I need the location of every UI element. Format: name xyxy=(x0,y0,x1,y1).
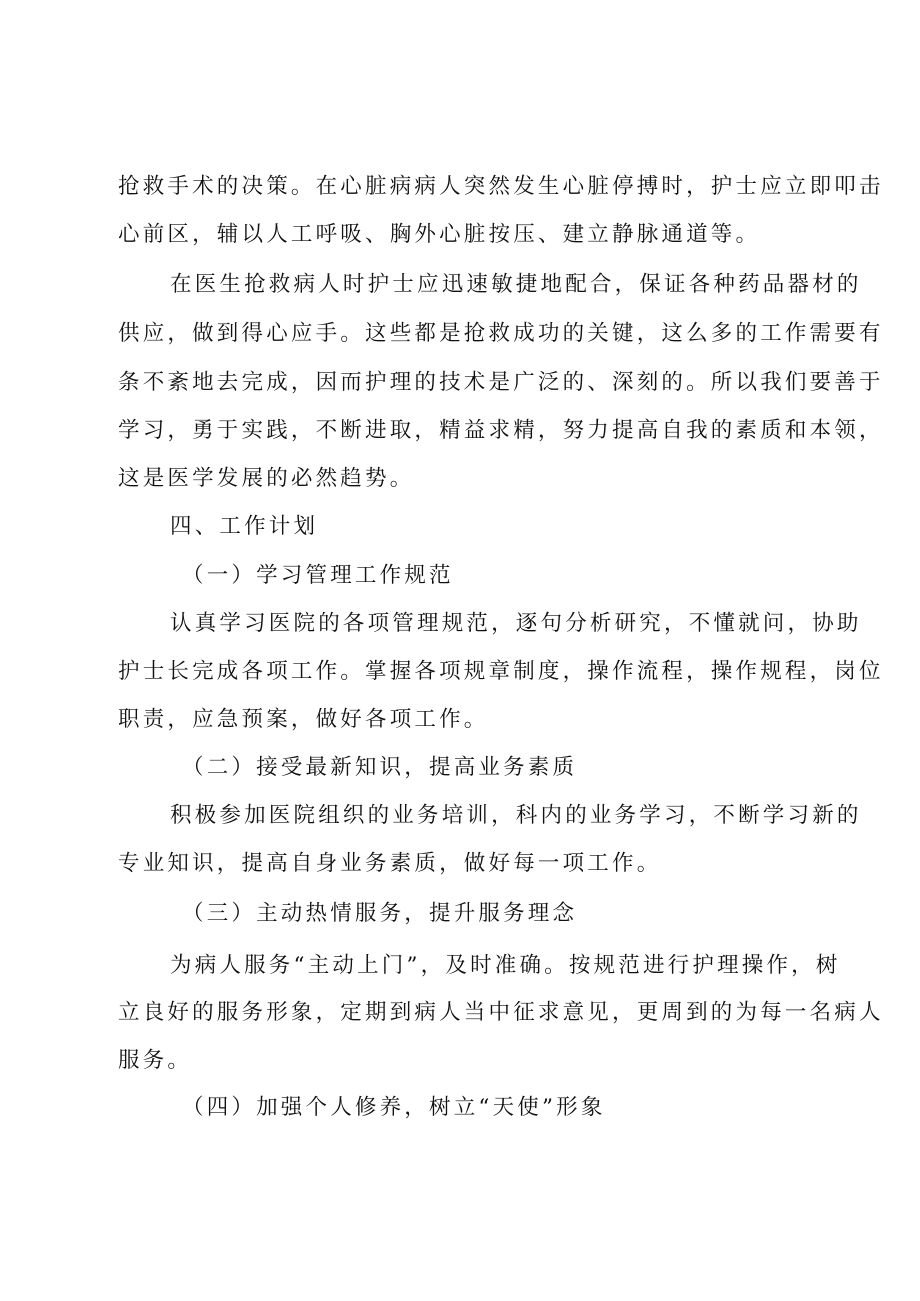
paragraph-line: 职责，应急预案，做好各项工作。 xyxy=(118,707,489,732)
paragraph-line: 条不紊地去完成，因而护理的技术是广泛的、深刻的。所以我们要善于 xyxy=(118,370,884,395)
subsection-heading: （三）主动热情服务，提升服务理念 xyxy=(182,901,578,926)
paragraph-line: 供应，做到得心应手。这些都是抢救成功的关键，这么多的工作需要有 xyxy=(118,321,884,346)
subsection-heading: （一）学习管理工作规范 xyxy=(182,563,454,588)
paragraph-line: 立良好的服务形象，定期到病人当中征求意见，更周到的为每一名病人 xyxy=(118,1000,884,1025)
paragraph-line: 心前区，辅以人工呼吸、胸外心脏按压、建立静脉通道等。 xyxy=(118,222,761,247)
paragraph-line: 专业知识，提高自身业务素质，做好每一项工作。 xyxy=(118,851,662,876)
paragraph-line: 抢救手术的决策。在心脏病病人突然发生心脏停搏时，护士应立即叩击 xyxy=(118,174,884,199)
paragraph-line: 护士长完成各项工作。掌握各项规章制度，操作流程，操作规程，岗位 xyxy=(118,659,884,684)
paragraph-line: 服务。 xyxy=(118,1048,193,1073)
paragraph-line: 为病人服务“主动上门”，及时准确。按规范进行护理操作，树 xyxy=(170,953,841,978)
subsection-heading: （二）接受最新知识，提高业务素质 xyxy=(182,755,578,780)
paragraph-line: 积极参加医院组织的业务培训，科内的业务学习，不断学习新的 xyxy=(170,803,862,828)
paragraph-line: 在医生抢救病人时护士应迅速敏捷地配合，保证各种药品器材的 xyxy=(170,272,862,297)
subsection-heading: （四）加强个人修养，树立“天使”形象 xyxy=(182,1095,606,1120)
paragraph-line: 学习，勇于实践，不断进取，精益求精，努力提高自我的素质和本领， xyxy=(118,418,884,443)
paragraph-line: 这是医学发展的必然趋势。 xyxy=(118,466,415,491)
paragraph-line: 认真学习医院的各项管理规范，逐句分析研究，不懂就问，协助 xyxy=(170,611,862,636)
section-heading: 四、工作计划 xyxy=(170,514,319,539)
